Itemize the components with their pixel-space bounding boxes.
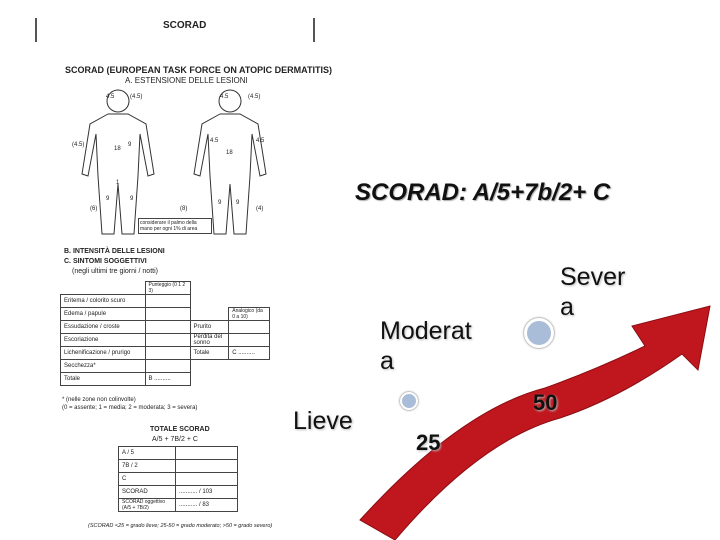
footnote: * (nelle zone non colinvolte) (0 = assente; 1 = media; 2 = moderata; 3 = severa) — [62, 397, 198, 411]
row-label: Lichenificazione / prurigo — [61, 347, 146, 360]
front-figure — [82, 90, 154, 234]
section-b-title: B. INTENSITÀ DELLE LESIONI — [64, 248, 165, 255]
intensity-table — [60, 281, 270, 386]
total-row-label: 7B / 2 — [119, 460, 176, 473]
section-c-title: C. SINTOMI SOGGETTIVI — [64, 258, 147, 265]
table-row — [61, 360, 270, 373]
total-row-label: A / 5 — [119, 447, 176, 460]
formula-title: SCORAD: A/5+7b/2+ C — [355, 179, 611, 206]
stage-severe-label: Sever a — [560, 263, 626, 321]
document-title: SCORAD — [163, 20, 207, 31]
row-label: Essudazione / croste — [61, 321, 146, 334]
body-label: 9 — [236, 200, 240, 206]
c-row-label: Prurito — [190, 321, 229, 334]
table-row — [119, 499, 238, 512]
table-row — [61, 347, 270, 360]
divider — [35, 18, 37, 42]
table-row — [61, 295, 270, 308]
severe-dot — [524, 318, 554, 348]
table-row — [119, 473, 238, 486]
section-c-note: (negli ultimi tre giorni / notti) — [72, 268, 158, 275]
total-row-label: SCORAD — [119, 486, 176, 499]
body-label: 18 — [226, 150, 233, 156]
total-c-value: C .......... — [229, 347, 270, 360]
row-label: Escoriazione — [61, 334, 146, 347]
table-row — [61, 373, 270, 386]
body-label: 4.5 — [210, 138, 219, 144]
score-header: Punteggio (0 1 2 3) — [145, 282, 190, 295]
body-label: (6) — [90, 206, 98, 212]
body-label: 1 — [116, 180, 120, 186]
back-figure — [194, 90, 266, 234]
row-label: Eritema / colorito scuro — [61, 295, 146, 308]
table-row — [119, 460, 238, 473]
total-row-label: SCORAD oggettivo (A/5 + 7B/2) — [119, 499, 176, 512]
total-title: TOTALE SCORAD — [150, 426, 210, 433]
body-label: 9 — [128, 142, 132, 148]
total-table — [118, 446, 238, 512]
row-label: Edema / papule — [61, 308, 146, 321]
c-row-label: Perdita del sonno — [190, 334, 229, 347]
total-b-value: B .......... — [145, 373, 190, 386]
table-row — [61, 308, 270, 321]
table-row — [119, 486, 238, 499]
divider — [313, 18, 315, 42]
body-label: 18 — [114, 146, 121, 152]
form-title: SCORAD (EUROPEAN TASK FORCE ON ATOPIC DERMATITIS) — [65, 65, 333, 75]
total-formula: A/5 + 7B/2 + C — [152, 436, 198, 443]
body-label: 9 — [106, 196, 110, 202]
stage-mild-label: Lieve — [293, 407, 353, 435]
body-label: 4.5 — [106, 94, 115, 100]
value-50: 50 — [533, 390, 558, 415]
body-label: (4) — [256, 206, 264, 212]
c-row-label: Totale — [190, 347, 229, 360]
section-a-title: A. ESTENSIONE DELLE LESIONI — [125, 76, 248, 85]
moderate-dot — [400, 392, 418, 410]
body-label: 4.5 — [256, 138, 265, 144]
total-row-label: C — [119, 473, 176, 486]
bottom-note: (SCORAD <25 = grado lieve; 25-50 = grado moderato; >50 = grado severo) — [88, 523, 273, 529]
value-25: 25 — [416, 430, 441, 455]
body-label: (4.5) — [130, 94, 143, 100]
table-row — [61, 321, 270, 334]
stage-moderate-label: Moderat a — [380, 317, 472, 375]
c-header: Analogico (da 0 a 10) — [229, 308, 270, 321]
body-label: (4.5) — [72, 142, 85, 148]
total-row-value: ........... / 103 — [176, 486, 238, 499]
table-row — [119, 447, 238, 460]
body-label: 9 — [218, 200, 222, 206]
row-label: Totale — [61, 373, 146, 386]
palm-note: considerare il palmo della mano per ogni 1% di area — [138, 218, 212, 234]
body-label: 4.5 — [220, 94, 229, 100]
body-label: 9 — [130, 196, 134, 202]
body-label: (8) — [180, 206, 188, 212]
table-row — [61, 334, 270, 347]
total-row-value: ........... / 83 — [176, 499, 238, 512]
row-label: Secchezza* — [61, 360, 146, 373]
severity-arrow — [340, 250, 720, 540]
body-label: (4.5) — [248, 94, 261, 100]
